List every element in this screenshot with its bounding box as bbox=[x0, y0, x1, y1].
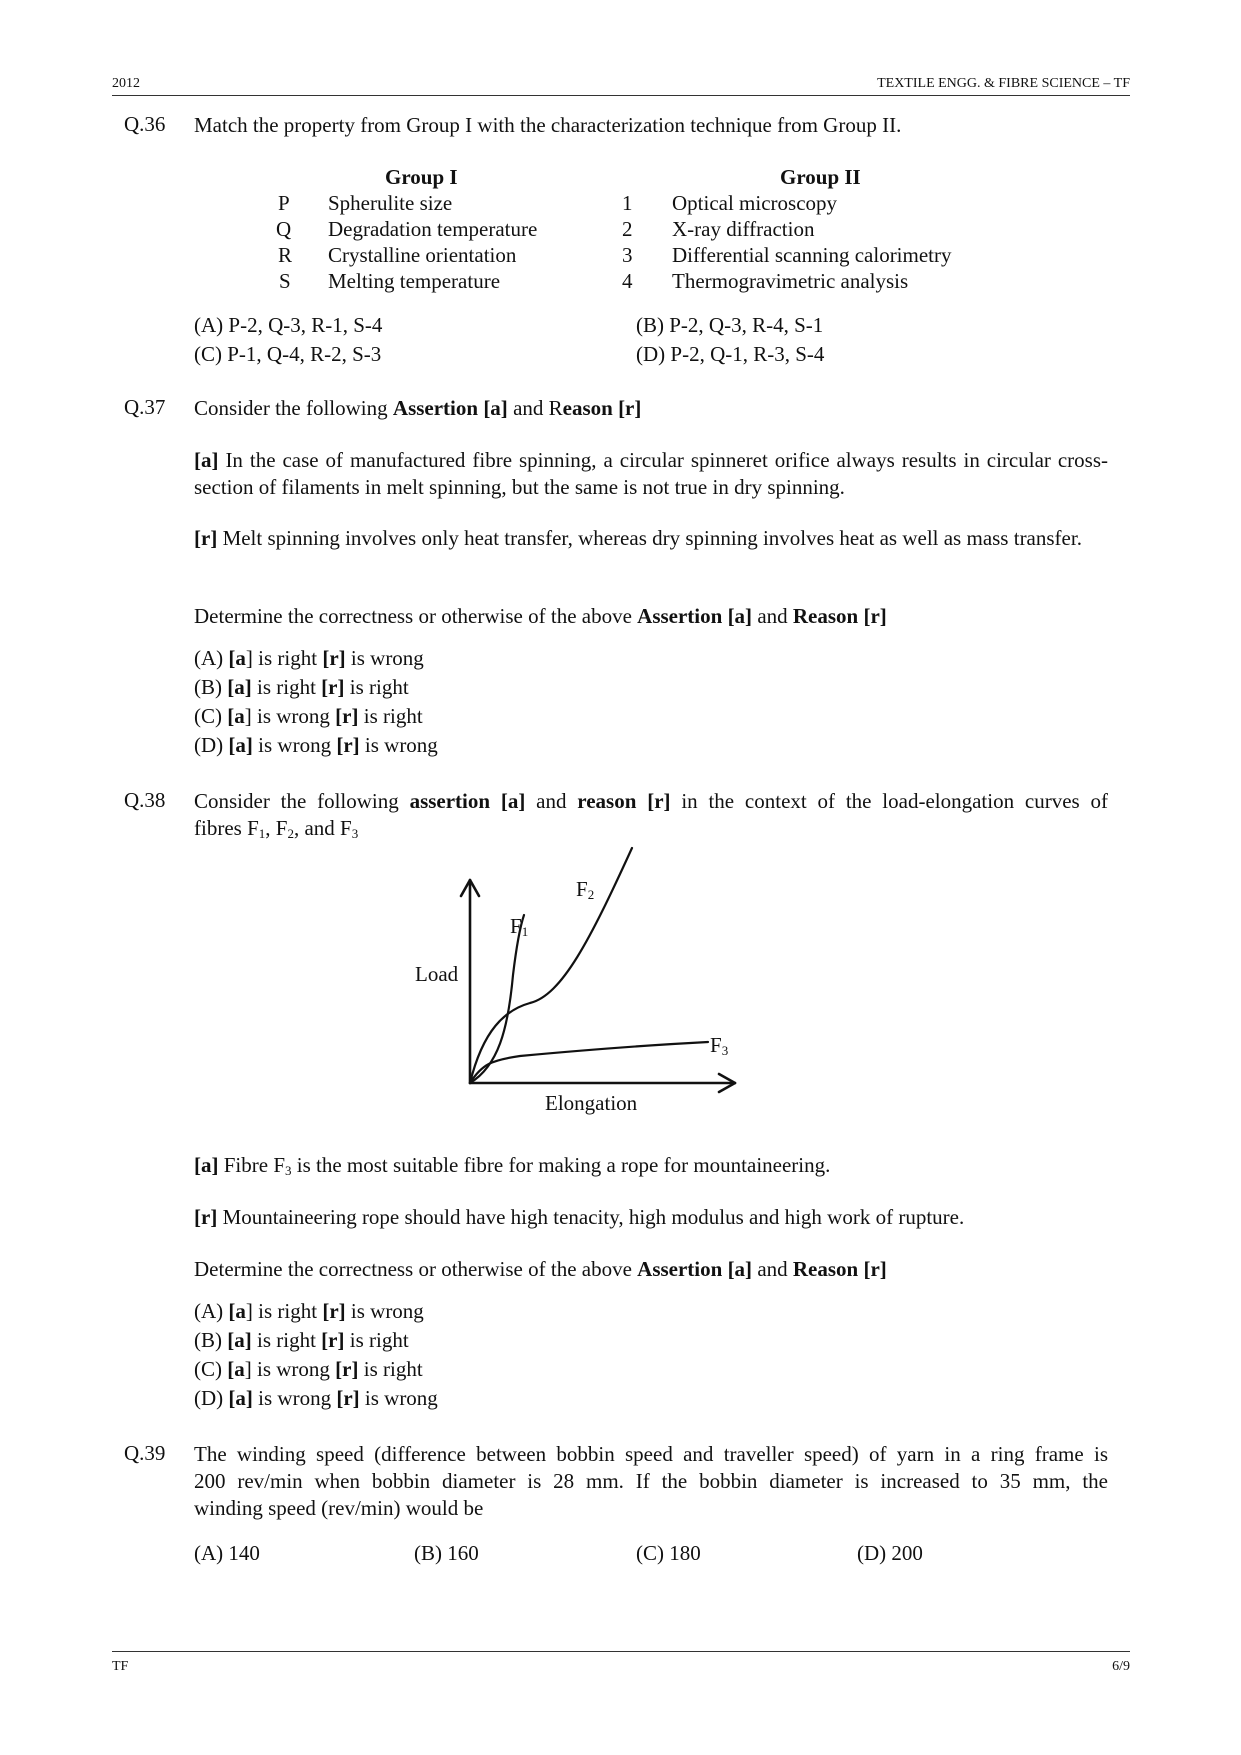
q36-group2-title: Group II bbox=[780, 165, 861, 189]
graph-label-f3: $F_3$ bbox=[710, 1033, 729, 1058]
q39-stem-line2: 200 rev/min when bobbin diameter is 28 mm. If the bobbin diameter is increased to 35 mm, the bbox=[194, 1469, 1108, 1493]
q38-option-d: (D) [a] is wrong [r] is wrong bbox=[194, 1386, 438, 1410]
q36-option-c: (C) P-1, Q-4, R-2, S-3 bbox=[194, 342, 382, 366]
curve-f3 bbox=[470, 1042, 708, 1083]
q38-reason: [r] Mountaineering rope should have high tenacity, high modulus and high work of rupture. bbox=[194, 1205, 965, 1229]
q39-number: Q.39 bbox=[124, 1441, 166, 1465]
q37-stem: Consider the following Assertion [a] and Reason [r] bbox=[194, 396, 642, 420]
q37-option-c: (C) [a] is wrong [r] is right bbox=[194, 704, 423, 728]
q36-g1-label: Melting temperature bbox=[328, 269, 501, 293]
q38-option-a: (A) [a] is right [r] is wrong bbox=[194, 1299, 424, 1323]
q39-option-c: (C) 180 bbox=[636, 1541, 701, 1565]
q36-group1-title: Group I bbox=[385, 165, 458, 189]
q37-option-b: (B) [a] is right [r] is right bbox=[194, 675, 409, 699]
q36-g1-key: S bbox=[279, 269, 291, 293]
q38-stem-line1: Consider the following assertion [a] and reason [r] in the context of the load-elongation curves of bbox=[194, 789, 1109, 813]
header-subject: TEXTILE ENGG. & FIBRE SCIENCE – TF bbox=[877, 76, 1130, 91]
q36-g2-key: 3 bbox=[622, 243, 633, 267]
q36-option-d: (D) P-2, Q-1, R-3, S-4 bbox=[636, 342, 825, 366]
q39-option-b: (B) 160 bbox=[414, 1541, 479, 1565]
q37-number: Q.37 bbox=[124, 395, 166, 419]
q38-stem-line2: fibres $F_1$, $F_2$, and $F_3$ bbox=[194, 816, 359, 841]
q38-option-b: (B) [a] is right [r] is right bbox=[194, 1328, 409, 1352]
graph-label-f1: $F_1$ bbox=[510, 914, 529, 939]
q36-g2-label: Differential scanning calorimetry bbox=[672, 243, 952, 267]
q36-g1-label: Degradation temperature bbox=[328, 217, 538, 241]
q36-option-a: (A) P-2, Q-3, R-1, S-4 bbox=[194, 313, 383, 337]
q36-option-b: (B) P-2, Q-3, R-4, S-1 bbox=[636, 313, 824, 337]
q38-assertion: [a] Fibre $F_3$ is the most suitable fibre for making a rope for mountaineering. bbox=[194, 1153, 831, 1178]
q38-determine: Determine the correctness or otherwise of the above Assertion [a] and Reason [r] bbox=[194, 1257, 887, 1281]
q36-g2-key: 1 bbox=[622, 191, 633, 215]
footer-code: TF bbox=[112, 1659, 129, 1674]
q36-g1-label: Crystalline orientation bbox=[328, 243, 517, 267]
footer-rule bbox=[112, 1651, 1130, 1652]
graph-x-label: Elongation bbox=[545, 1091, 638, 1115]
q37-option-d: (D) [a] is wrong [r] is wrong bbox=[194, 733, 438, 757]
q37-option-a: (A) [a] is right [r] is wrong bbox=[194, 646, 424, 670]
q39-option-d: (D) 200 bbox=[857, 1541, 923, 1565]
footer-page-number: 6/9 bbox=[1112, 1659, 1130, 1674]
q36-g2-label: Optical microscopy bbox=[672, 191, 838, 215]
q36-number: Q.36 bbox=[124, 112, 166, 136]
q37-determine: Determine the correctness or otherwise of the above Assertion [a] and Reason [r] bbox=[194, 604, 887, 628]
q36-stem: Match the property from Group I with the characterization technique from Group II. bbox=[194, 113, 902, 137]
q36-g1-label: Spherulite size bbox=[328, 191, 453, 215]
graph-label-f2: $F_2$ bbox=[576, 877, 595, 902]
q36-g1-key: Q bbox=[276, 217, 292, 241]
q38-option-c: (C) [a] is wrong [r] is right bbox=[194, 1357, 423, 1381]
q36-g2-label: X-ray diffraction bbox=[672, 217, 815, 241]
q38-number: Q.38 bbox=[124, 788, 166, 812]
q36-g2-key: 4 bbox=[622, 269, 633, 293]
q36-g1-key: P bbox=[278, 191, 290, 215]
q36-g2-key: 2 bbox=[622, 217, 633, 241]
q36-g1-key: R bbox=[278, 243, 293, 267]
header-year: 2012 bbox=[112, 76, 140, 91]
q39-stem-line1: The winding speed (difference between bobbin speed and traveller speed) of yarn in a ring frame is bbox=[194, 1442, 1108, 1466]
q37-assertion: [a] In the case of manufactured fibre spinning, a circular spinneret orifice always results in circular cross-section of filaments in melt spinning, but the same is not true in dry spinning. bbox=[194, 448, 1108, 499]
q36-g2-label: Thermogravimetric analysis bbox=[672, 269, 909, 293]
q37-reason: [r] Melt spinning involves only heat transfer, whereas dry spinning involves heat as well as mass transfer. bbox=[194, 526, 1082, 550]
graph-y-label: Load bbox=[415, 962, 459, 986]
q39-option-a: (A) 140 bbox=[194, 1541, 260, 1565]
q39-stem-line3: winding speed (rev/min) would be bbox=[194, 1496, 484, 1520]
